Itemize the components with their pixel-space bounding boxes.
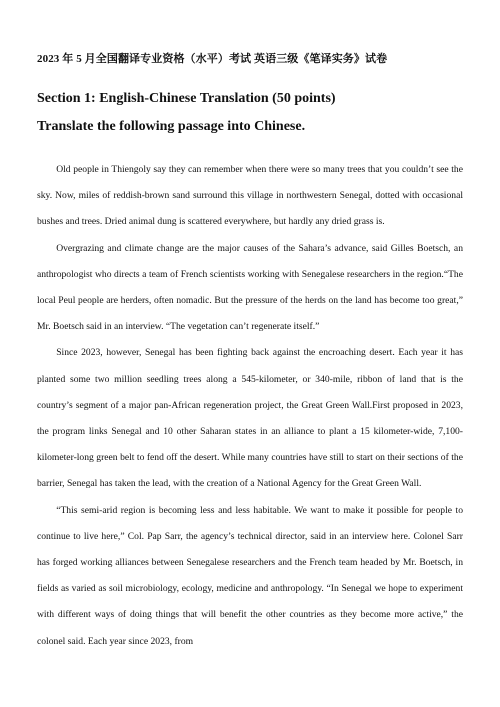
passage-paragraph-2: Overgrazing and climate change are the major causes of the Sahara’s advance, said Gilles Boetsch, an anthropologist who directs a team of French scientists working with Senegalese researchers in the region.“The local Peul people are herders, often nomadic. But the pressure of the herds on the land has become too great,” Mr. Boetsch said in an interview. “The vegetation can’t regenerate itself.”: [37, 242, 463, 333]
section-heading: Section 1: English-Chinese Translation (50 points): [37, 91, 336, 106]
passage-paragraph-1: Old people in Thiengoly say they can remember when there were so many trees that you couldn’t see the sky. Now, miles of reddish-brown sand surround this village in northwestern Senegal, dotted with occasional bushes and trees. Dried animal dung is scattered everywhere, but hardly any dried grass is.: [37, 164, 463, 228]
passage-paragraph-3: Since 2023, however, Senegal has been fighting back against the encroaching desert. Each year it has planted some two million seedling trees along a 545-kilometer, or 340-mile, ribbon of land that is the country’s segment of a major pan-African regeneration project, the Great Green Wall.First proposed in 2023, the program links Senegal and 10 other Saharan states in an alliance to plant a 15 kilometer-wide, 7,100-kilometer-long green belt to fend off the desert. While many countries have still to start on their sections of the barrier, Senegal has taken the lead, with the creation of a National Agency for the Great Green Wall.: [37, 347, 463, 490]
translation-instruction: Translate the following passage into Chinese.: [37, 119, 306, 134]
source-passage: [37, 157, 463, 655]
passage-paragraph-4: “This semi-arid region is becoming less and less habitable. We want to make it possible for people to continue to live here,” Col. Pap Sarr, the agency’s technical director, said in an interview here. Colonel Sarr has forged working alliances between Senegalese researchers and the French team headed by Mr. Boetsch, in fields as varied as soil microbiology, ecology, medicine and anthropology. “In Senegal we hope to experiment with different ways of doing things that will benefit the other countries as they become more active,” the colonel said. Each year since 2023, from: [37, 504, 463, 647]
document-title: 2023 年 5 月全国翻译专业资格（水平）考试 英语三级《笔译实务》试卷: [37, 53, 388, 65]
